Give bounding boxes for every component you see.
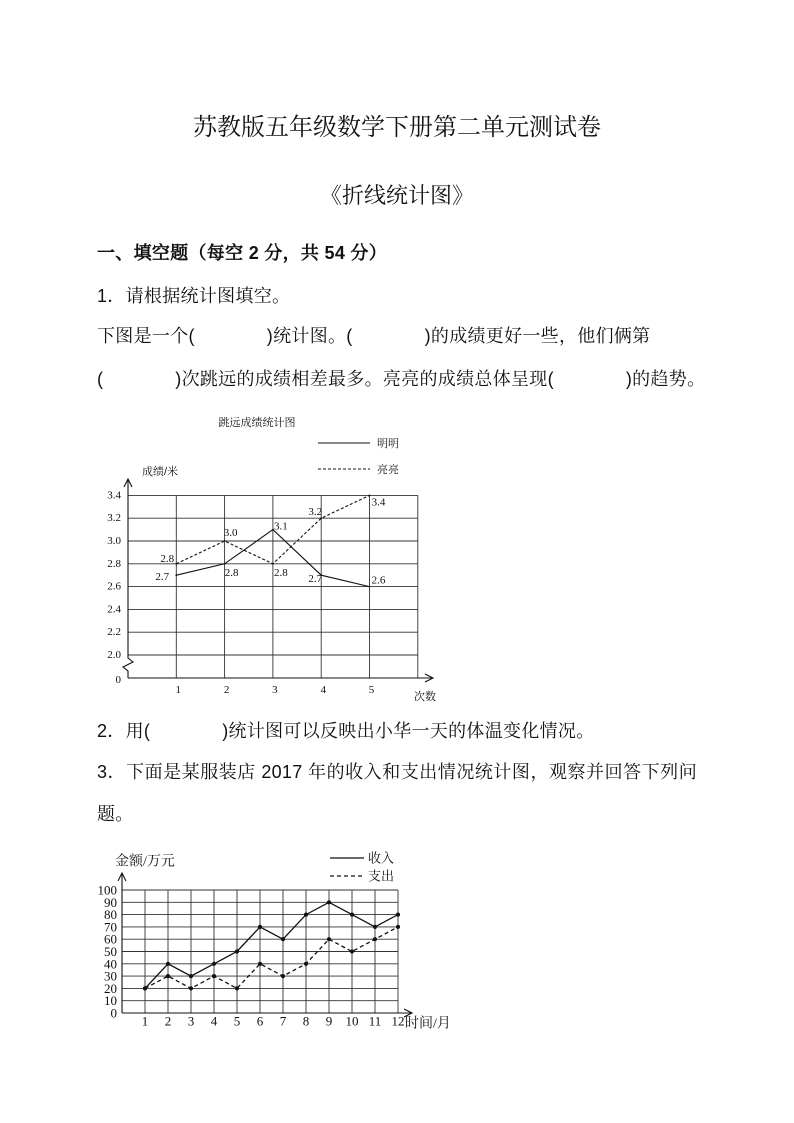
chart1-x-tick-label: 5 <box>368 684 375 696</box>
chart1-series-2-point <box>224 540 226 542</box>
question-text-segment: )统计图。( <box>266 326 353 346</box>
chart2-series-1-point <box>304 913 308 917</box>
chart2-y-axis-label: 金额/万元 <box>115 854 175 870</box>
chart2-series-1-point <box>235 949 239 953</box>
chart2-series-2-point <box>143 986 147 990</box>
chart1-series-2-data-label: 3.4 <box>371 496 386 509</box>
chart2-y-tick-label: 90 <box>104 894 117 910</box>
chart1-series-2-point <box>272 563 274 565</box>
chart2-y-tick-label: 70 <box>104 919 117 935</box>
chart2-y-tick-label: 60 <box>104 931 117 947</box>
chart1-series-1-point <box>369 586 371 588</box>
chart2-series-2-point <box>350 949 354 953</box>
chart2-series-1-point <box>212 962 216 966</box>
question-1-stem: 1．请根据统计图填空。 <box>97 286 291 306</box>
chart1-y-tick-label: 2.8 <box>107 557 121 570</box>
chart1-series-1-point <box>224 563 226 565</box>
chart2-legend-label: 支出 <box>368 868 395 884</box>
chart2-series-2-point <box>166 974 170 978</box>
income-expense-line-chart <box>80 845 480 1040</box>
chart1-legend-label: 亮亮 <box>377 464 399 476</box>
question-text-segment: ( <box>97 369 104 389</box>
chart2-x-axis-label: 时间/月 <box>405 1016 451 1032</box>
chart2-series-2-line <box>145 927 398 989</box>
document-title: 苏教版五年级数学下册第二单元测试卷 <box>193 115 601 141</box>
chart2-x-tick-label: 3 <box>187 1013 195 1029</box>
chart2-series-2-point <box>235 986 239 990</box>
question-1-line-2 <box>97 367 705 391</box>
chart2-series-2-point <box>304 962 308 966</box>
chart1-series-1-point <box>175 574 177 576</box>
chart1-x-tick-label: 4 <box>320 684 326 696</box>
chart2-series-2-point <box>281 974 285 978</box>
chart2-series-1-point <box>189 974 193 978</box>
answer-blank <box>353 341 425 342</box>
chart2-y-tick-label: 80 <box>104 907 117 923</box>
chart2-x-tick-label: 5 <box>233 1013 241 1029</box>
chart1-y-tick-label: 2.0 <box>107 649 121 661</box>
chart2-y-tick-label: 40 <box>104 956 117 972</box>
question-text-segment: 2．用( <box>97 721 151 741</box>
chart2-x-tick-label: 9 <box>325 1013 333 1029</box>
chart2-series-1-point <box>373 925 377 929</box>
document-subtitle: 《折线统计图》 <box>319 183 474 208</box>
chart1-y-tick-label: 2.4 <box>107 603 121 616</box>
question-3-line-2: 题。 <box>97 804 134 824</box>
chart1-y-axis-label: 成绩/米 <box>141 466 179 478</box>
chart2-y-tick-label: 20 <box>104 980 117 996</box>
chart1-y-tick-label: 3.0 <box>107 535 121 547</box>
answer-blank <box>554 384 626 385</box>
chart1-y-tick-label: 0 <box>115 674 121 686</box>
chart1-y-axis <box>123 480 133 678</box>
chart2-series-2-point <box>373 937 377 941</box>
chart1-series-1-data-label: 2.6 <box>371 574 386 587</box>
chart1-series-1-data-label: 2.8 <box>224 566 239 579</box>
chart2-series-2-point <box>212 974 216 978</box>
chart1-series-2-data-label: 2.8 <box>274 566 288 579</box>
question-text-segment: )统计图可以反映出小华一天的体温变化情况。 <box>222 721 595 741</box>
chart1-series-1-data-label: 3.1 <box>274 520 288 533</box>
question-text-segment: )的成绩更好一些，他们俩第 <box>424 326 651 346</box>
chart2-y-tick-label: 0 <box>110 1005 117 1021</box>
chart1-series-2-point <box>175 563 177 565</box>
chart1-x-axis-label: 次数 <box>414 691 436 703</box>
chart2-y-tick-label: 10 <box>104 993 117 1009</box>
chart1-series-2-data-label: 3.0 <box>223 527 238 539</box>
chart1-y-tick-label: 2.2 <box>107 626 121 639</box>
chart2-y-tick-label: 30 <box>104 968 117 984</box>
question-text-segment: )的趋势。 <box>625 369 706 389</box>
section-heading: 一、填空题（每空 2 分，共 54 分） <box>97 243 388 263</box>
answer-blank <box>150 736 222 737</box>
chart2-legend-label: 收入 <box>368 850 395 866</box>
chart1-y-tick-label: 2.6 <box>107 580 121 593</box>
answer-blank <box>103 384 175 385</box>
chart2-x-tick-label: 11 <box>368 1013 382 1029</box>
chart1-y-tick-label: 3.2 <box>107 512 121 525</box>
chart2-series-2-point <box>396 925 400 929</box>
chart2-x-tick-label: 7 <box>279 1013 287 1029</box>
chart2-series-1-line <box>145 902 398 988</box>
chart2-y-tick-label: 50 <box>104 944 117 959</box>
chart1-legend-label: 明明 <box>377 438 399 450</box>
chart2-series-1-point <box>396 913 400 917</box>
chart2-x-tick-label: 10 <box>345 1013 359 1029</box>
chart2-series-1-point <box>166 962 170 966</box>
chart2-x-tick-label: 12 <box>391 1013 405 1029</box>
chart2-series-2-point <box>327 937 331 941</box>
chart1-x-tick-label: 1 <box>175 684 182 696</box>
chart2-y-tick-label: 100 <box>97 882 117 898</box>
chart2-x-tick-label: 4 <box>210 1013 218 1029</box>
chart1-series-1-data-label: 2.7 <box>308 573 323 586</box>
chart1-series-1-data-label: 2.7 <box>155 571 170 584</box>
chart1-y-tick-label: 3.4 <box>107 489 121 502</box>
chart2-x-tick-label: 6 <box>256 1013 264 1029</box>
chart1-title: 跳远成绩统计图 <box>218 417 296 429</box>
chart2-series-1-point <box>350 913 354 917</box>
chart1-series-2-data-label: 3.2 <box>308 506 323 519</box>
chart2-series-2-point <box>258 962 262 966</box>
answer-blank <box>195 341 267 342</box>
question-text-segment: 下图是一个( <box>97 326 195 346</box>
question-text-segment: )次跳远的成绩相差最多。亮亮的成绩总体呈现( <box>175 369 554 389</box>
chart2-series-1-point <box>281 937 285 941</box>
chart1-series-2-data-label: 2.8 <box>160 552 175 565</box>
question-2 <box>97 719 595 743</box>
question-3-line-1: 3．下面是某服装店 2017 年的收入和支出情况统计图，观察并回答下列问 <box>97 762 697 782</box>
long-jump-line-chart <box>80 405 460 710</box>
chart2-series-1-point <box>327 900 331 904</box>
chart1-series-2-point <box>369 495 371 497</box>
chart2-x-tick-label: 8 <box>302 1013 310 1029</box>
chart2-series-2-point <box>189 986 193 990</box>
chart1-x-tick-label: 3 <box>272 684 278 696</box>
chart2-x-tick-label: 1 <box>141 1013 149 1029</box>
question-1-line-1 <box>97 324 651 348</box>
chart2-x-tick-label: 2 <box>164 1013 172 1029</box>
chart1-x-tick-label: 2 <box>223 684 230 696</box>
chart2-series-1-point <box>258 925 262 929</box>
